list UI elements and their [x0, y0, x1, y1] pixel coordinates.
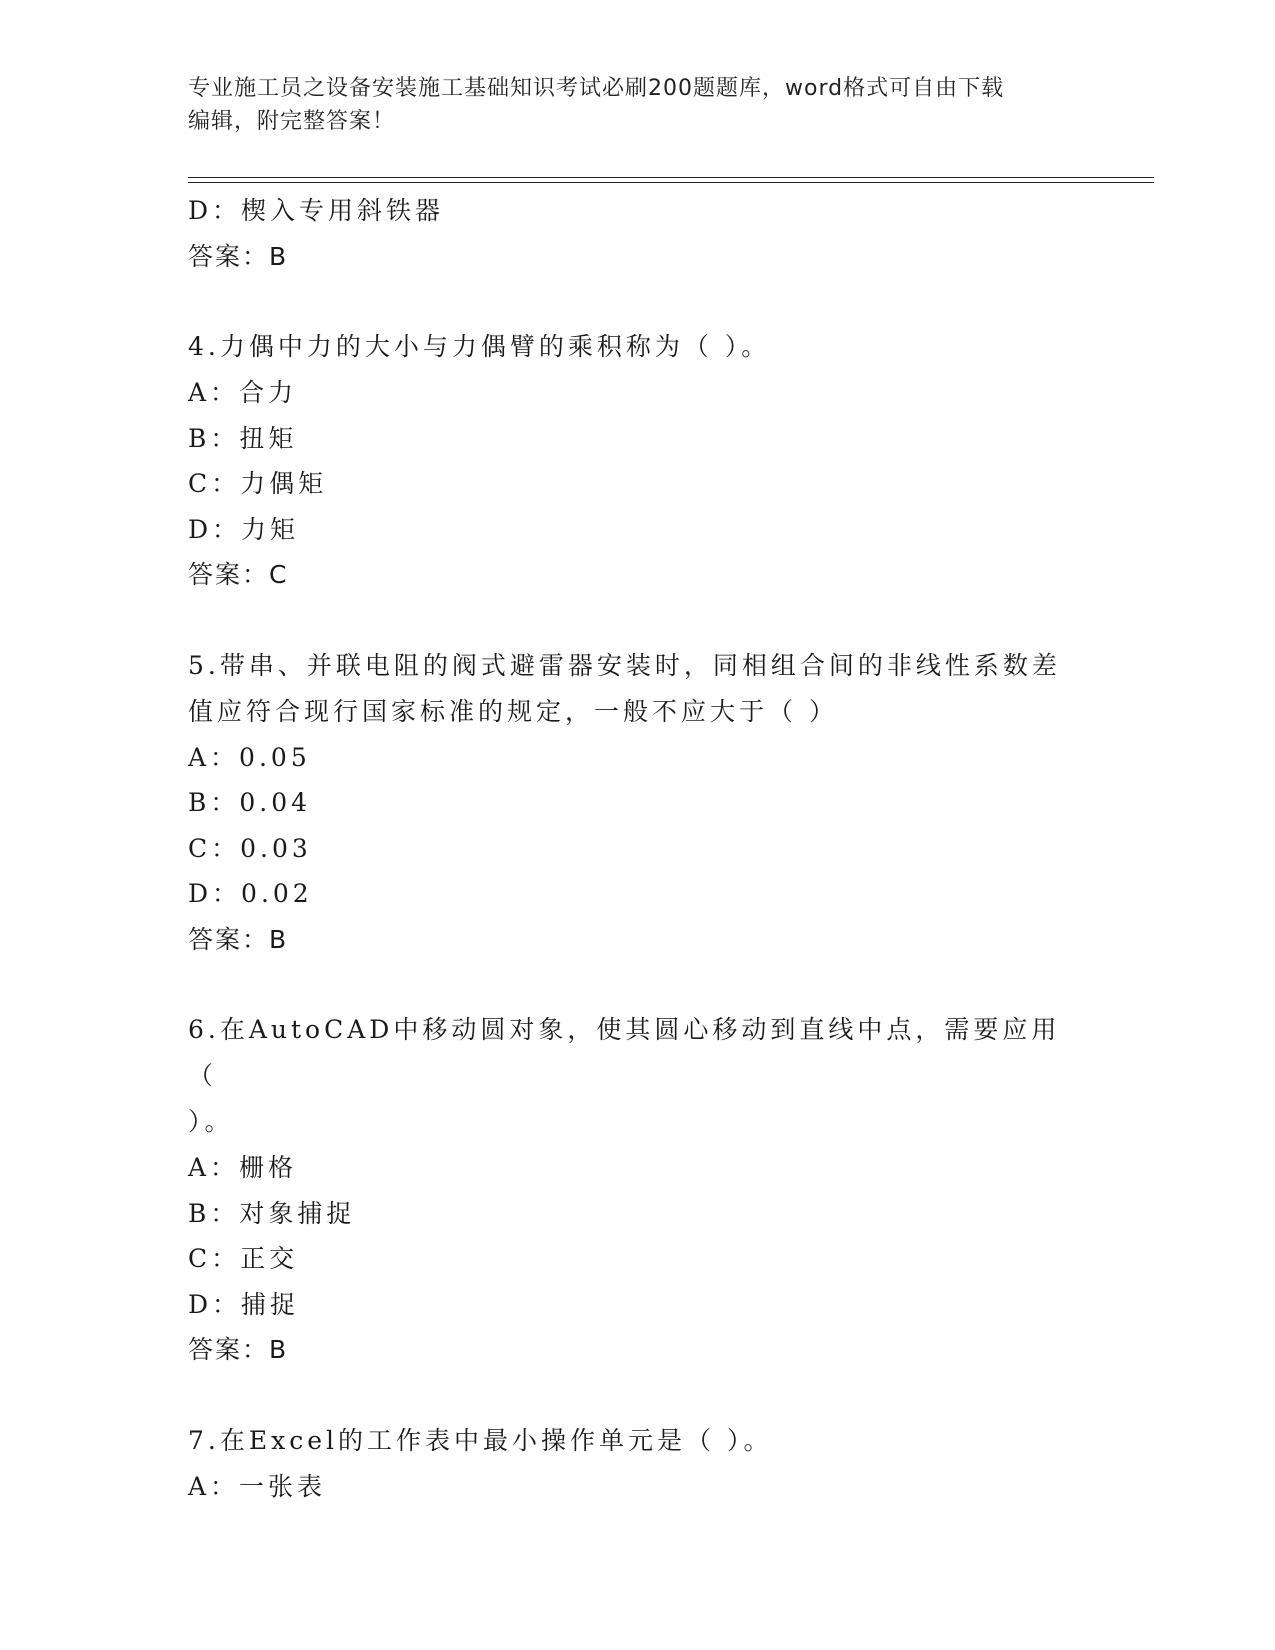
question-5 — [188, 643, 1088, 963]
question-text-line-1: 5.带串、并联电阻的阀式避雷器安装时，同相组合间的非线性系数差 — [188, 650, 1061, 680]
question-7 — [188, 1418, 1088, 1510]
question-text-line-2: 值应符合现行国家标准的规定，一般不应大于（ ） — [188, 696, 838, 726]
question-6 — [188, 1007, 1088, 1373]
option-d: D：力矩 — [188, 514, 300, 544]
option-d: D：楔入专用斜铁器 — [188, 196, 445, 225]
option-c: C：力偶矩 — [188, 469, 328, 498]
question-text: 7.在Excel的工作表中最小操作单元是（ ）。 — [188, 1425, 773, 1455]
header-divider-top — [188, 177, 1154, 178]
previous-question-fragment — [188, 188, 1088, 279]
answer-line: 答案：B — [188, 924, 289, 954]
answer-line: 答案：B — [188, 1335, 289, 1364]
document-header — [188, 72, 1088, 138]
option-b: B：0.04 — [188, 788, 312, 817]
option-a: A：合力 — [188, 378, 298, 407]
question-text: 4.力偶中力的大小与力偶臂的乘积称为（ ）。 — [188, 332, 771, 361]
option-a: A：栅格 — [188, 1153, 298, 1182]
option-c: C：0.03 — [188, 833, 312, 863]
option-a: A：0.05 — [188, 742, 311, 772]
question-text-line-1: 6.在AutoCAD中移动圆对象，使其圆心移动到直线中点，需要应用（ — [188, 1015, 1061, 1090]
answer-line: 答案：B — [188, 241, 289, 271]
option-c: C：正交 — [188, 1244, 299, 1273]
option-b: B：扭矩 — [188, 423, 298, 453]
header-title-line-1: 专业施工员之设备安装施工基础知识考试必刷200题题库，word格式可自由下载 — [188, 76, 1005, 101]
question-text-line-2: ）。 — [188, 1107, 234, 1136]
option-a: A：一张表 — [188, 1471, 327, 1501]
header-title-line-2: 编辑，附完整答案！ — [188, 109, 396, 134]
option-d: D：捕捉 — [188, 1289, 300, 1319]
question-content — [188, 188, 1088, 1509]
option-d: D：0.02 — [188, 879, 313, 908]
question-4 — [188, 324, 1088, 598]
option-b: B：对象捕捉 — [188, 1198, 356, 1228]
header-divider-bottom — [188, 182, 1154, 183]
answer-line: 答案：C — [188, 560, 289, 589]
